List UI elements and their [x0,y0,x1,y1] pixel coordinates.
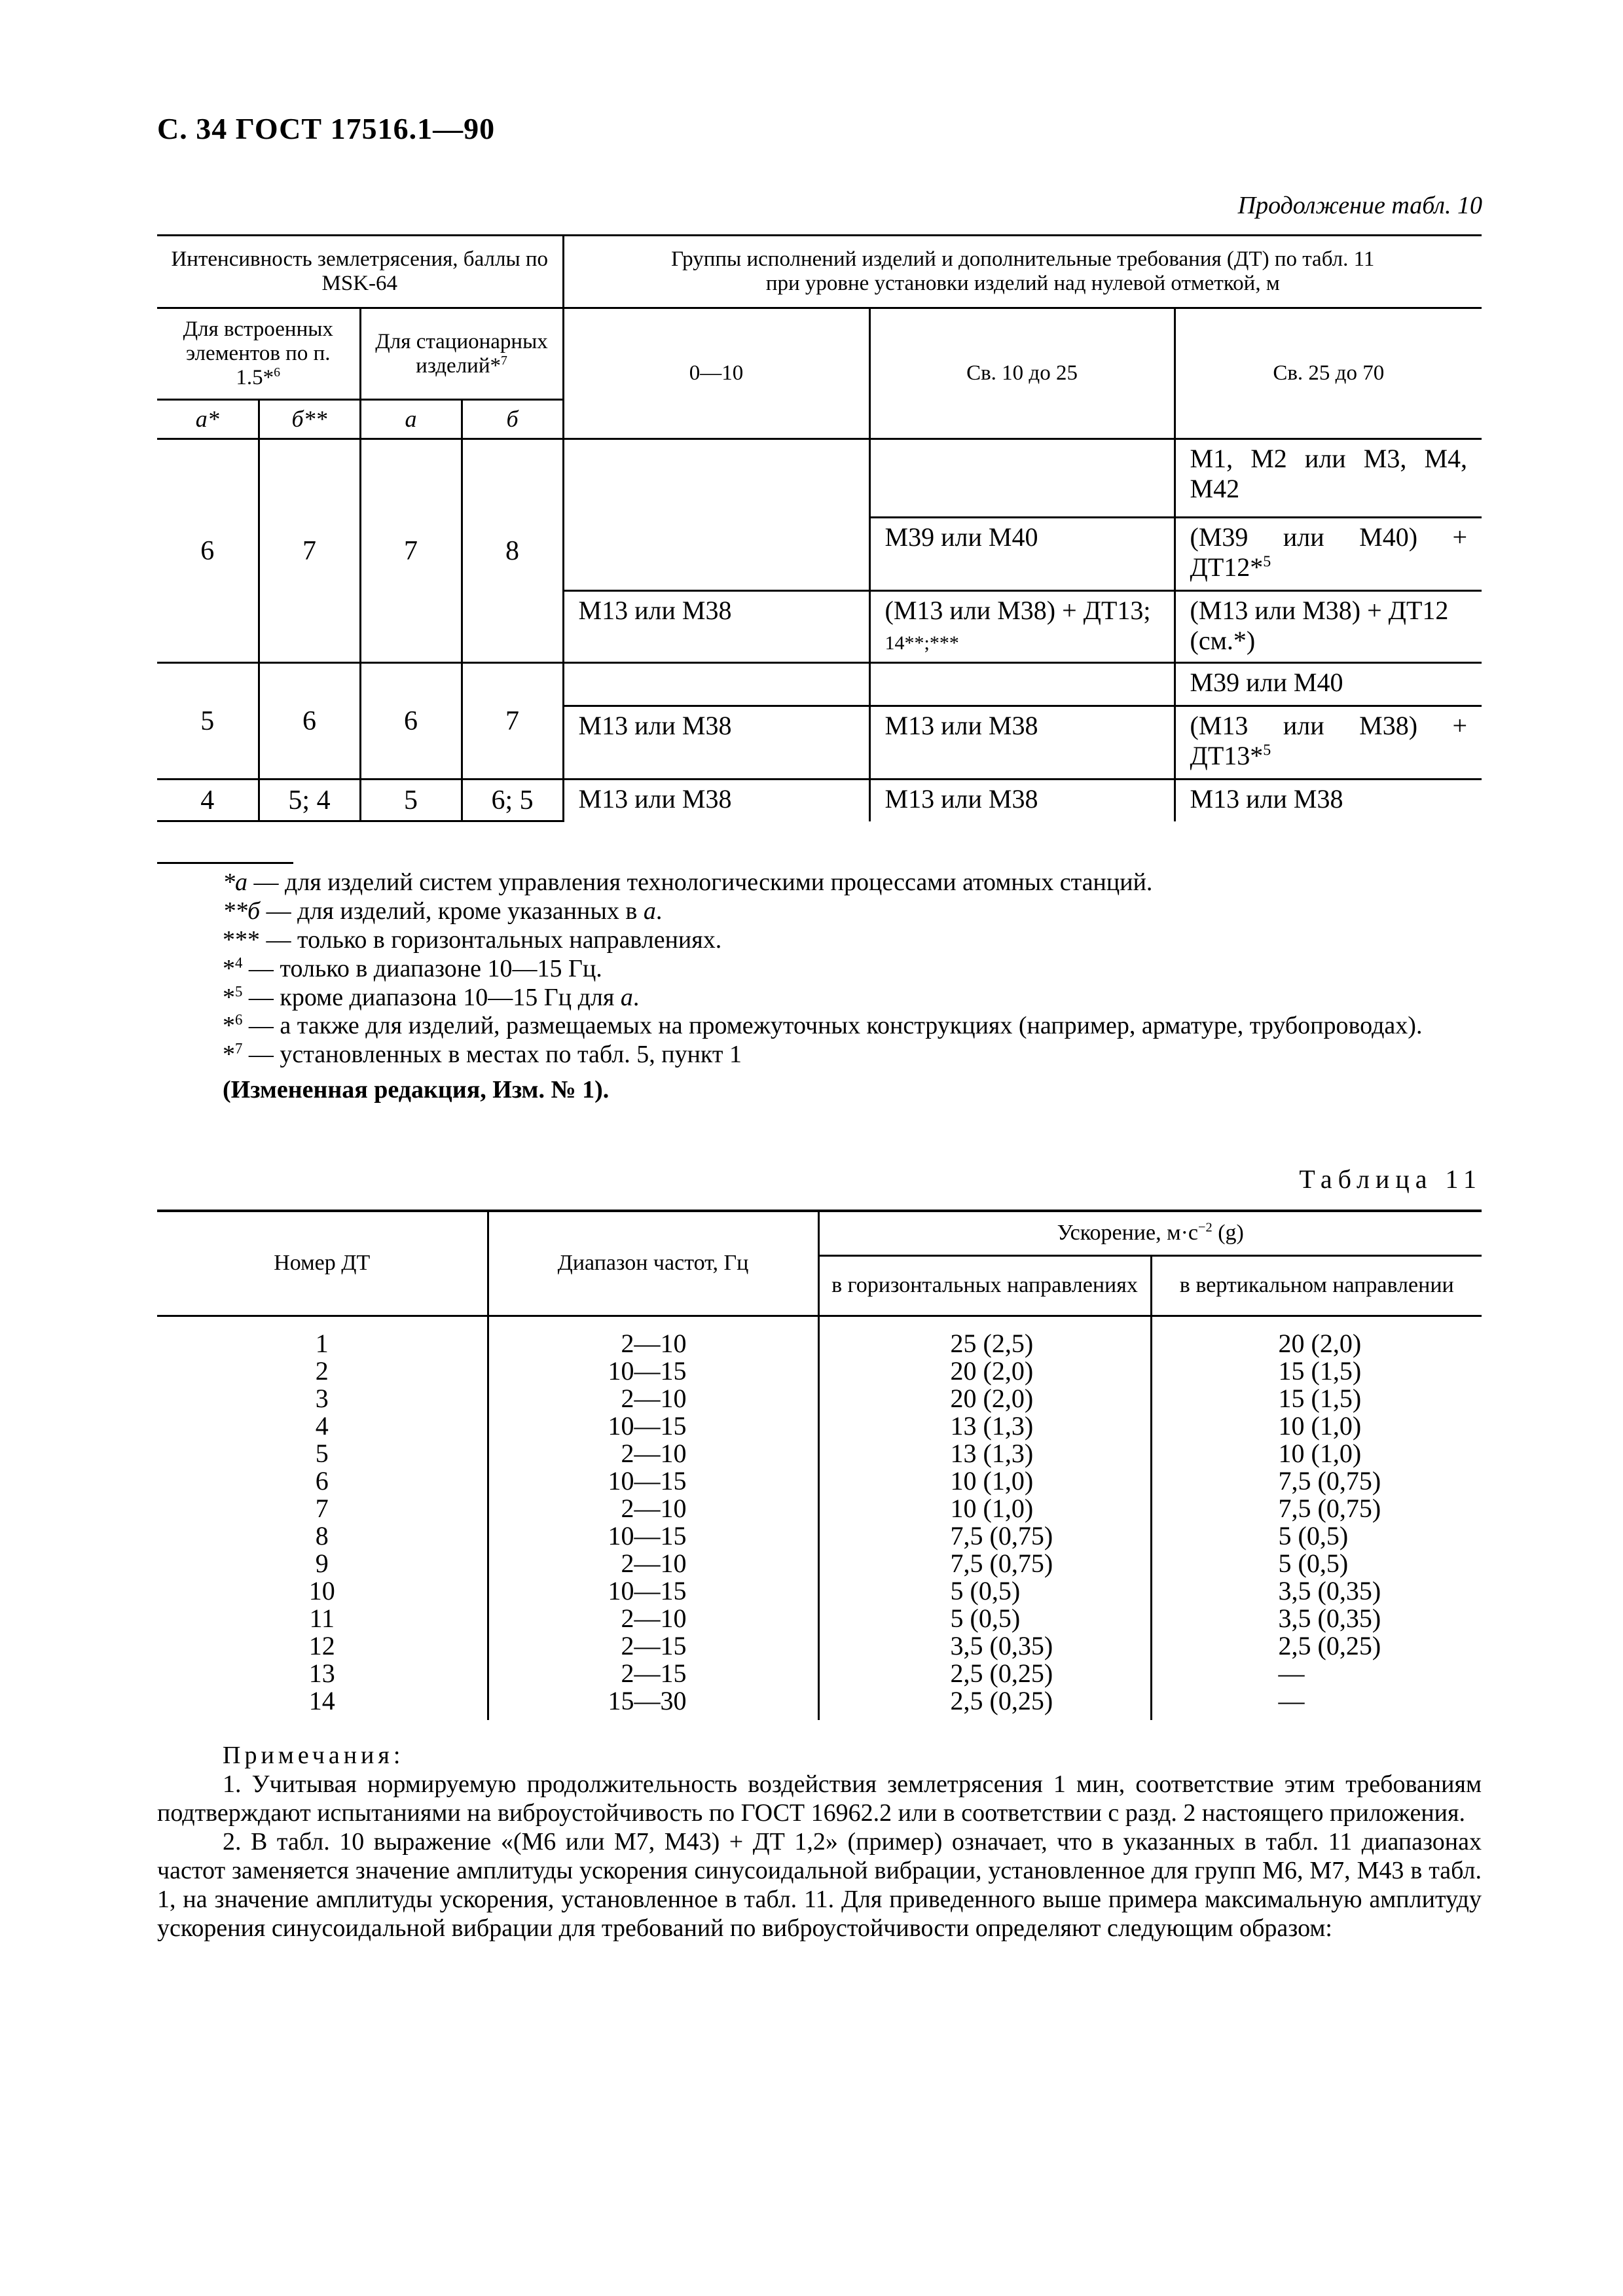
header-built-in [157,308,360,400]
spacer-cell [157,1316,488,1330]
subheader-a-stationary: а [360,400,462,439]
footnote-mark: **б [223,897,261,925]
text-part: (М39 [1190,522,1249,552]
footnote-text: . [655,897,663,925]
intensity-value: 6 [259,663,360,780]
spacer-row [157,1316,1482,1330]
text-part: ДТ12* [1190,552,1264,583]
subheader-b-stationary: б [462,400,563,439]
group-text: М1, М2 или М3, М4, М42 [1190,444,1468,504]
table-row [157,1467,1482,1495]
group-cell [869,591,1175,663]
header-dt-number: Номер ДТ [157,1211,488,1316]
group-cell: М13 или М38 [563,591,869,663]
horizontal-accel-cell: 25 (2,5) [818,1330,1151,1357]
text-part: ДТ13* [1190,741,1264,771]
spacer-cell [157,1715,488,1720]
group-cell-empty [563,439,869,591]
frequency-cell: 10—15 [488,1412,818,1440]
footnote [157,897,1482,926]
group-cell [1175,439,1482,518]
header-groups [563,236,1482,308]
vertical-accel-cell: 10 (1,0) [1151,1440,1482,1467]
table-continuation-label: Продолжение табл. 10 [1237,192,1482,219]
intensity-value: 6; 5 [462,780,563,821]
header-built-in-text: Для встроенных элементов по п. 1.5* [183,317,333,389]
frequency-cell: 2—10 [488,1605,818,1632]
group-cell: М13 или М38 [869,780,1175,821]
horizontal-accel-cell: 5 (0,5) [818,1605,1151,1632]
footnote [157,869,1482,897]
group-cell: М13 или М38 [1175,780,1482,821]
header-stationary-text: Для стационарных изделий* [375,329,548,378]
frequency-cell: 2—10 [488,1440,818,1467]
footnote-text: — для изделий систем управления технологическими процессами атомных станций. [247,869,1153,896]
vertical-accel-cell: 5 (0,5) [1151,1522,1482,1550]
vertical-accel-cell: 15 (1,5) [1151,1357,1482,1385]
text-part: (см.*) [1190,626,1256,656]
vertical-accel-cell: 20 (2,0) [1151,1330,1482,1357]
footnote: *$^6$ — а также для изделий, размещаемых на промежуточных конструкциях (например, арматуре, трубопроводах). [223,1011,1423,1040]
footnote-text: — для изделий, кроме указанных в [260,897,644,925]
table-row [157,1605,1482,1632]
notes-title: Примечания: [223,1742,405,1769]
table-row [157,1385,1482,1412]
group-cell: М13 или М38 [563,780,869,821]
group-cell [1175,706,1482,780]
frequency-cell: 10—15 [488,1522,818,1550]
table-11-body [157,1316,1482,1720]
header-range-0-10: 0—10 [563,308,869,439]
vertical-accel-cell: — [1151,1660,1482,1687]
table-row [157,1495,1482,1522]
footnote-mark: *а [223,869,247,896]
table-row [157,1577,1482,1605]
footnote-mark: 5 [235,982,243,999]
table-row [157,1550,1482,1577]
intensity-value: 7 [259,439,360,663]
dt-number-cell: 9 [315,1548,329,1578]
text-part: М40) [1359,522,1418,552]
table-row [157,1660,1482,1687]
group-text-line [1190,522,1468,552]
text-part: 14**;*** [884,632,959,655]
group-cell [1175,591,1482,663]
footnote-text: — только в диапазоне 10—15 Гц. [242,954,602,982]
vertical-accel-cell: 3,5 (0,35) [1151,1605,1482,1632]
frequency-cell: 10—15 [488,1357,818,1385]
table-11 [157,1210,1482,1720]
intensity-value: 8 [462,439,563,663]
dt-number-cell: 12 [308,1630,335,1660]
footnote: *$^5$ — кроме диапазона 10—15 Гц для а. [223,982,640,1011]
table-row [157,1632,1482,1660]
footnote-text: . [632,983,640,1011]
header-range-10-25: Св. 10 до 25 [869,308,1175,439]
footnote-text: а [643,897,656,925]
text-part: + [1452,522,1468,552]
header-intensity: Интенсивность землетрясения, баллы по MSK-64 [157,236,563,308]
footnote-text: — установленных в местах по табл. 5, пункт 1 [242,1041,742,1069]
intensity-value: 4 [157,780,259,821]
horizontal-accel-cell: 13 (1,3) [818,1440,1151,1467]
footnote-mark: 6 [235,1011,243,1028]
table-row [157,1440,1482,1467]
intensity-value: 6 [157,439,259,663]
dt-number-cell: 1 [315,1328,329,1358]
footnote-ref: 7 [500,353,507,368]
group-text-line [1190,711,1468,741]
text-part: (М13 или М38) + ДТ12 [1190,596,1449,626]
frequency-cell: 2—10 [488,1550,818,1577]
horizontal-accel-cell: 20 (2,0) [818,1385,1151,1412]
frequency-cell: 2—10 [488,1385,818,1412]
text-part: или [1283,522,1324,552]
header-groups-line2: при уровне установки изделий над нулевой отметкой, м [765,272,1280,295]
group-cell: М39 или М40 [869,518,1175,591]
table-row [157,1357,1482,1385]
dt-number-cell: 8 [315,1520,329,1551]
dt-number-cell: 14 [308,1685,335,1715]
header-groups-line1: Группы исполнений изделий и дополнительные требования (ДТ) по табл. 11 [671,247,1375,272]
dt-number-cell: 6 [315,1465,329,1496]
group-cell: М13 или М38 [869,706,1175,780]
header-frequency-range: Диапазон частот, Гц [488,1211,818,1316]
header-acceleration [818,1211,1482,1255]
notes-section [157,1741,1482,1943]
frequency-cell: 10—15 [488,1467,818,1495]
header-acceleration-text: Ускорение, м·с [1057,1221,1199,1246]
footnote-text: а [620,983,633,1011]
horizontal-accel-cell: 5 (0,5) [818,1577,1151,1605]
dt-number-cell: 7 [315,1493,329,1523]
group-cell-empty [563,663,869,706]
header-stationary [360,308,563,400]
group-cell-empty [869,663,1175,706]
group-cell [1175,518,1482,591]
header-horizontal: в горизонтальных направлениях [818,1255,1151,1316]
table-row [157,1687,1482,1715]
horizontal-accel-cell: 7,5 (0,75) [818,1522,1151,1550]
vertical-accel-cell: 3,5 (0,35) [1151,1577,1482,1605]
intensity-value: 5; 4 [259,780,360,821]
table-row [157,1330,1482,1357]
footnote: *$^7$ — установленных в местах по табл. 5, пункт 1 [223,1040,742,1069]
text-part: + [1452,711,1468,741]
footnote-ref: 5 [1263,742,1271,760]
horizontal-accel-cell: 10 (1,0) [818,1495,1151,1522]
header-range-25-70: Св. 25 до 70 [1175,308,1482,439]
dt-number-cell: 4 [315,1410,329,1441]
text-part: (М13 или М38) + ДТ13; [884,596,1151,626]
text-part: (М13 [1190,711,1249,741]
footnote-ref: 5 [1263,554,1271,571]
vertical-accel-cell: — [1151,1687,1482,1715]
table-10 [157,234,1482,822]
table-row [157,1522,1482,1550]
intensity-value: 5 [360,780,462,821]
vertical-accel-cell: 2,5 (0,25) [1151,1632,1482,1660]
dt-number-cell: 2 [315,1355,329,1386]
intensity-value: 7 [462,663,563,780]
frequency-cell: 2—10 [488,1330,818,1357]
footnote-ref: 6 [274,365,281,380]
amendment-note: (Измененная редакция, Изм. № 1). [223,1076,610,1104]
table-11-caption: Таблица 11 [1299,1164,1482,1194]
group-cell: М13 или М38 [563,706,869,780]
group-cell-empty [869,439,1175,518]
intensity-value: 7 [360,439,462,663]
spacer-cell [1151,1316,1482,1330]
footnote: *$^4$ — только в диапазоне 10—15 Гц. [223,954,602,982]
vertical-accel-cell: 7,5 (0,75) [1151,1495,1482,1522]
note-1: 1. Учитывая нормируемую продолжительность воздействия землетрясения 1 мин, соответствие этим требованиям подтверждают испытаниями на виброустойчивость по ГОСТ 16962.2 или в соответствии с разд. 2 настоящего приложения. [157,1770,1482,1827]
horizontal-accel-cell: 3,5 (0,35) [818,1632,1151,1660]
unit-exponent: −2 [1198,1220,1213,1235]
subheader-b-built-in: б** [259,400,360,439]
vertical-accel-cell: 15 (1,5) [1151,1385,1482,1412]
table-row [157,1412,1482,1440]
note-2: 2. В табл. 10 выражение «(М6 или М7, М43) + ДТ 1,2» (пример) означает, что в указанных в табл. 11 диапазонах частот заменяется значение амплитуды ускорения синусоидальной вибрации, установленное для групп М6, М7, М43 в табл. 1, на значение амплитуды ускорения, установленное в табл. 11. Для приведенного выше примера максимальную амплитуду ускорения синусоидальной вибрации для требований по виброустойчивости определяют следующим образом: [157,1828,1482,1943]
header-vertical: в вертикальном направлении [1151,1255,1482,1316]
horizontal-accel-cell: 13 (1,3) [818,1412,1151,1440]
footnote-mark: 7 [235,1040,243,1057]
spacer-cell [488,1715,818,1720]
spacer-row [157,1715,1482,1720]
horizontal-accel-cell: 10 (1,0) [818,1467,1151,1495]
dt-number-cell: 3 [315,1383,329,1413]
header-acceleration-unit: (g) [1212,1221,1244,1246]
dt-number-cell: 5 [315,1438,329,1468]
spacer-cell [818,1715,1151,1720]
dt-number-cell: 13 [308,1658,335,1688]
horizontal-accel-cell: 2,5 (0,25) [818,1660,1151,1687]
vertical-accel-cell: 10 (1,0) [1151,1412,1482,1440]
text-part: М38) [1359,711,1418,741]
subheader-a-built-in: а* [157,400,259,439]
frequency-cell: 10—15 [488,1577,818,1605]
footnotes [157,869,1482,1105]
frequency-cell: 2—15 [488,1632,818,1660]
dt-number-cell: 11 [309,1603,335,1633]
spacer-cell [1151,1715,1482,1720]
vertical-accel-cell: 5 (0,5) [1151,1550,1482,1577]
footnote: *** — только в горизонтальных направлениях. [223,925,722,954]
horizontal-accel-cell: 7,5 (0,75) [818,1550,1151,1577]
frequency-cell: 2—10 [488,1495,818,1522]
footnote-mark: 4 [235,954,243,971]
dt-number-cell: 10 [308,1575,335,1605]
text-part: или [1283,711,1324,741]
footnote-divider [157,862,293,864]
footnote-text: — а также для изделий, размещаемых на промежуточных конструкциях (например, арматуре, трубопроводах). [242,1012,1423,1040]
spacer-cell [818,1316,1151,1330]
frequency-cell: 2—15 [488,1660,818,1687]
page-header: С. 34 ГОСТ 17516.1—90 [157,112,496,145]
horizontal-accel-cell: 20 (2,0) [818,1357,1151,1385]
group-cell: М39 или М40 [1175,663,1482,706]
spacer-cell [488,1316,818,1330]
horizontal-accel-cell: 2,5 (0,25) [818,1687,1151,1715]
intensity-value: 5 [157,663,259,780]
intensity-value: 6 [360,663,462,780]
footnote-text: — кроме диапазона 10—15 Гц для [242,983,621,1011]
frequency-cell: 15—30 [488,1687,818,1715]
vertical-accel-cell: 7,5 (0,75) [1151,1467,1482,1495]
